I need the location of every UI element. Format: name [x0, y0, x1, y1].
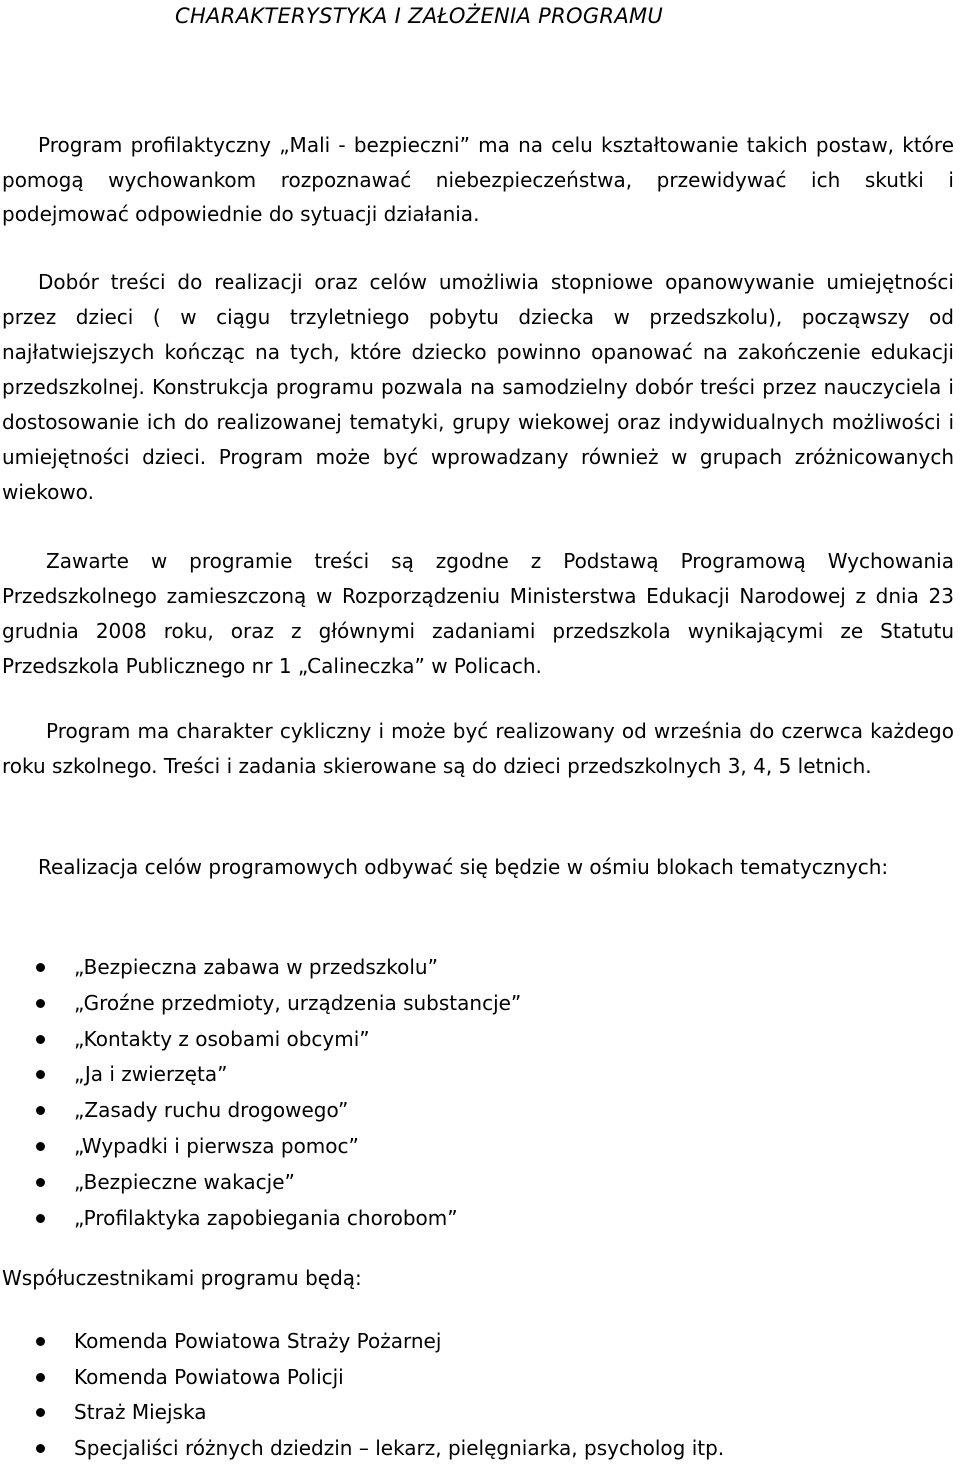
bullet-icon [36, 1373, 45, 1382]
list-item-label: „Bezpieczna zabawa w przedszkolu” [74, 955, 438, 979]
list-item [0, 1093, 521, 1129]
paragraph-program-cycle: Program ma charakter cykliczny i może być realizowany od września do czerwca każdego roku szkolnego. Treści i zadania skierowane są do dzieci przedszkolnych 3, 4, 5 letnich. [2, 719, 954, 778]
bullet-icon [36, 1337, 45, 1346]
list-item [0, 1360, 724, 1396]
list-item [0, 1057, 521, 1093]
list-item-label: Straż Miejska [74, 1400, 207, 1424]
bullet-icon [36, 1035, 45, 1044]
bullet-icon [36, 1444, 45, 1453]
list-item-label: „Bezpieczne wakacje” [74, 1169, 295, 1194]
list-item-label: Komenda Powiatowa Straży Pożarnej [74, 1329, 442, 1353]
list-item-label: „Kontakty z osobami obcymi” [74, 1026, 370, 1051]
list-item [0, 950, 521, 986]
thematic-blocks-list [0, 950, 521, 1236]
list-item-label: „Ja i zwierzęta” [74, 1062, 228, 1087]
paragraph-program-goal: Program profilaktyczny „Mali - bezpieczni” ma na celu kształtowanie takich postaw, które pomogą wychowankom rozpoznawać niebezpieczeństwa, przewidywać ich skutki i podejmować odpowiednie do sytuacji działania. [2, 133, 954, 226]
list-item-label: „Profilaktyka zapobiegania chorobom” [74, 1205, 458, 1230]
bullet-icon [36, 1178, 45, 1187]
paragraph-thematic-blocks-intro: Realizacja celów programowych odbywać się będzie w ośmiu blokach tematycznych: [38, 855, 889, 879]
bullet-icon [36, 999, 45, 1008]
list-item-label: Specjaliści różnych dziedzin – lekarz, pielęgniarka, psycholog itp. [74, 1435, 725, 1460]
list-item [0, 1022, 521, 1058]
document-title: CHARAKTERYSTYKA I ZAŁOŻENIA PROGRAMU [175, 4, 664, 28]
list-item-label: „Wypadki i pierwsza pomoc” [74, 1133, 359, 1158]
list-item-label: „Zasady ruchu drogowego” [74, 1098, 349, 1123]
bullet-icon [36, 1142, 45, 1151]
bullet-icon [36, 1106, 45, 1115]
list-item-label: Komenda Powiatowa Policji [74, 1364, 344, 1389]
list-item-label: „Groźne przedmioty, urządzenia substancje” [74, 990, 522, 1015]
list-item [0, 1324, 724, 1360]
paragraph-curriculum-compliance: Zawarte w programie treści są zgodne z Podstawą Programową Wychowania Przedszkolnego zamieszczoną w Rozporządzeniu Ministerstwa Edukacji Narodowej z dnia 23 grudnia 2008 roku, oraz z głównymi zadaniami przedszkola wynikającymi ze Statutu Przedszkola Publicznego nr 1 „Calineczka” w Policach. [2, 549, 954, 678]
list-item [0, 1165, 521, 1201]
paragraph-content-selection: Dobór treści do realizacji oraz celów umożliwia stopniowe opanowywanie umiejętności przez dzieci ( w ciągu trzyletniego pobytu dziecka w przedszkolu), począwszy od najłatwiejszych kończąc na tych, które dziecko powinno opanować na zakończenie edukacji przedszkolnej. Konstrukcja programu pozwala na samodzielny dobór treści przez nauczyciela i dostosowanie ich do realizowanej tematyki, grupy wiekowej oraz indywidualnych możliwości i umiejętności dzieci. Program może być wprowadzany również w grupach zróżnicowanych wiekowo. [2, 270, 954, 504]
partners-list [0, 1324, 724, 1466]
list-item [0, 1431, 724, 1467]
bullet-icon [36, 1214, 45, 1223]
bullet-icon [36, 1408, 45, 1417]
bullet-icon [36, 963, 45, 972]
partners-heading: Współuczestnikami programu będą: [2, 1266, 362, 1290]
bullet-icon [36, 1070, 45, 1079]
list-item [0, 1395, 724, 1431]
list-item [0, 1201, 521, 1237]
list-item [0, 1129, 521, 1165]
list-item [0, 986, 521, 1022]
